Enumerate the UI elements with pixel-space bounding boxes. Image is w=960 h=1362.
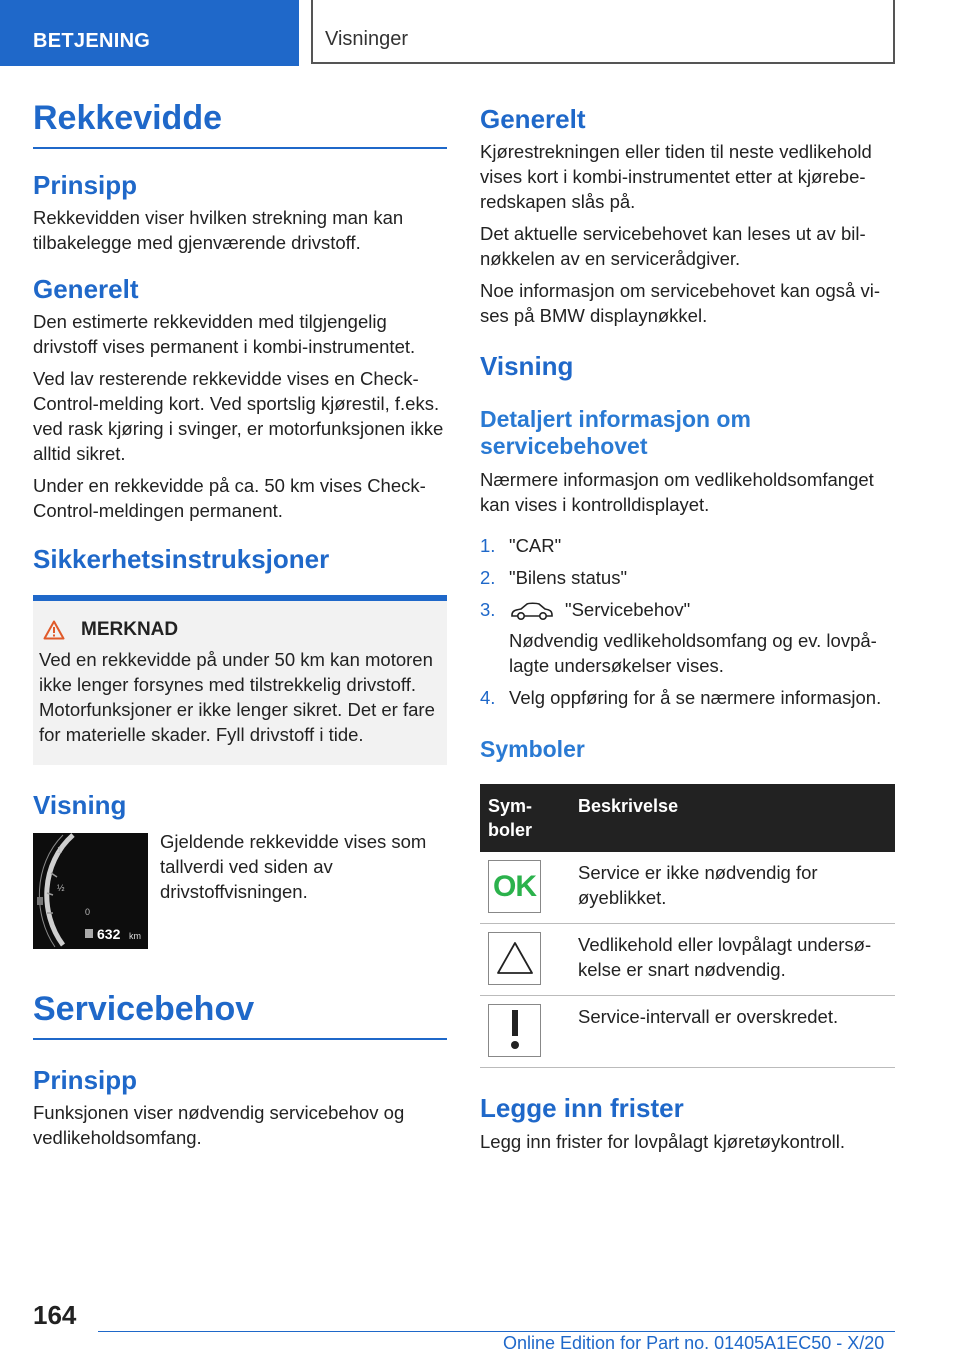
page-title-servicebehov: Servicebehov [33,989,255,1028]
paragraph-generelt-2: Ved lav resterende rekkevidde vises en Check-Control-melding kort. Ved sportslig kjørestil, f.eks. ved rask kjøring i svinger, er motorfunksjonen ikke alltid sikret. [33,368,444,465]
list-item [480,533,894,558]
table-row [480,923,895,995]
heading-prinsipp: Prinsipp [33,170,138,201]
title-servicebehov-block [33,991,447,1040]
paragraph-frister: Legg inn frister for lovpålagt kjøretøykontroll. [480,1131,846,1153]
fuel-gauge-graphic [33,833,148,949]
step-number: 1. [480,534,496,556]
page-title-rekkevidde: Rekkevidde [33,99,222,137]
fuel-pump-icon [37,897,43,905]
ok-icon [488,860,541,913]
car-icon [509,601,555,621]
col-header-description: Beskrivelse [570,784,895,852]
step-number: 3. [480,598,496,620]
left-column [33,100,447,1150]
description-cell: Vedlikehold eller lovpålagt undersøkelse er snart nødvendig. [570,923,895,995]
right-column [480,100,894,1154]
paragraph-generelt-3: Under en rekkevidde på ca. 50 km vises Check-Control-meldingen permanent. [33,475,426,522]
heading-symboler: Symboler [480,735,585,762]
heading-frister: Legge inn frister [480,1092,684,1123]
step-text: "CAR" [509,534,562,556]
paragraph-right-generelt-2: Det aktuelle servicebehovet kan leses ut av bilnøkkelen av en servicerådgiver. [480,222,866,269]
warning-triangle-icon [43,620,65,640]
table-header-row [480,784,895,852]
symbol-cell [480,995,570,1067]
paragraph-prinsipp: Rekkevidden viser hvilken strekning man kan tilbakelegge med gjenværende drivstoff. [33,207,404,254]
heading-visning-right: Visning [480,350,574,381]
ok-symbol-text: OK [493,869,536,903]
chapter-title: Visninger [311,0,895,64]
steps-list [480,533,894,710]
paragraph-right-generelt-3: Noe informasjon om servicebehovet kan også vises på BMW displaynøkkel. [480,279,881,326]
heading-prinsipp-2: Prinsipp [33,1065,138,1096]
exclamation-icon [488,1004,541,1057]
symbol-cell [480,923,570,995]
table-row [480,995,895,1067]
range-unit: km [129,930,141,941]
step-number: 4. [480,686,496,708]
heading-generelt-right: Generelt [480,104,586,134]
col-header-symbols: Symboler [480,784,570,852]
paragraph-detaljert: Nærmere informasjon om vedlikeholdsomfanget kan vises i kontrolldisplayet. [480,468,874,515]
description-cell: Service er ikke nødvendig for øyeblikket. [570,852,895,924]
footer-divider [98,1331,895,1332]
range-value: 632 [97,925,121,942]
instrument-cluster-image [33,833,148,949]
step-text: Velg oppføring for å se nærmere informasjon. [509,686,882,708]
page-header [0,0,960,66]
step-text: "Servicebehov" [565,598,691,620]
paragraph-right-generelt-1: Kjørestrekningen eller tiden til neste vedlikehold vises kort i kombi-instrumentet etter at kjøreberedskapen slås på. [480,140,872,212]
merknad-box [33,595,447,765]
footer-edition: Online Edition for Part no. 01405A1EC50 - X/20 [503,1333,885,1353]
heading-sikkerhet: Sikkerhetsinstruksjoner [33,544,330,575]
list-item [480,565,894,590]
fuel-icon [85,929,93,938]
title-rekkevidde-block [33,100,447,149]
warning-triangle-icon [488,932,541,985]
page-number: 164 [33,1300,77,1330]
merknad-label: MERKNAD [81,619,179,641]
symbol-cell [480,852,570,924]
gauge-tick-half: ½ [57,882,65,893]
step-number: 2. [480,566,496,588]
heading-visning: Visning [33,790,127,821]
heading-detaljert: Detaljert informasjon om servicebehovet [480,405,751,460]
step-subtext: Nødvendig vedlikeholdsomfang og ev. lovpålagte undersøkelser vises. [509,629,877,676]
paragraph-generelt-1: Den estimerte rekkevidden med tilgjengelig drivstoff vises permanent i kombi-instrumentet. [33,311,416,358]
table-row [480,852,895,924]
gauge-tick-0: 0 [85,906,91,917]
list-item [480,597,894,678]
section-tab: BETJENING [0,0,299,66]
gauge-tick-1: 1 [57,844,63,855]
merknad-text: Ved en rekkevidde på under 50 km kan motoren ikke lenger forsynes med tilstrekkelig drivstoff. Motorfunksjoner er ikke lenger sikret. Det er fare for materielle skader. Fyll drivstoff i tide. [39,649,435,746]
step-text: "Bilens status" [509,566,628,588]
paragraph-prinsipp-2: Funksjonen viser nødvendig servicebehov og vedlikeholdsomfang. [33,1102,405,1149]
paragraph-visning: Gjeldende rekkevidde vises som tallverdi ved siden av drivstoffvisningen. [160,830,427,902]
description-cell: Service-intervall er overskredet. [570,995,895,1067]
symbol-table [480,784,895,1068]
merknad-header [39,619,435,641]
visning-row [33,829,447,949]
heading-generelt: Generelt [33,274,139,305]
list-item [480,685,894,710]
